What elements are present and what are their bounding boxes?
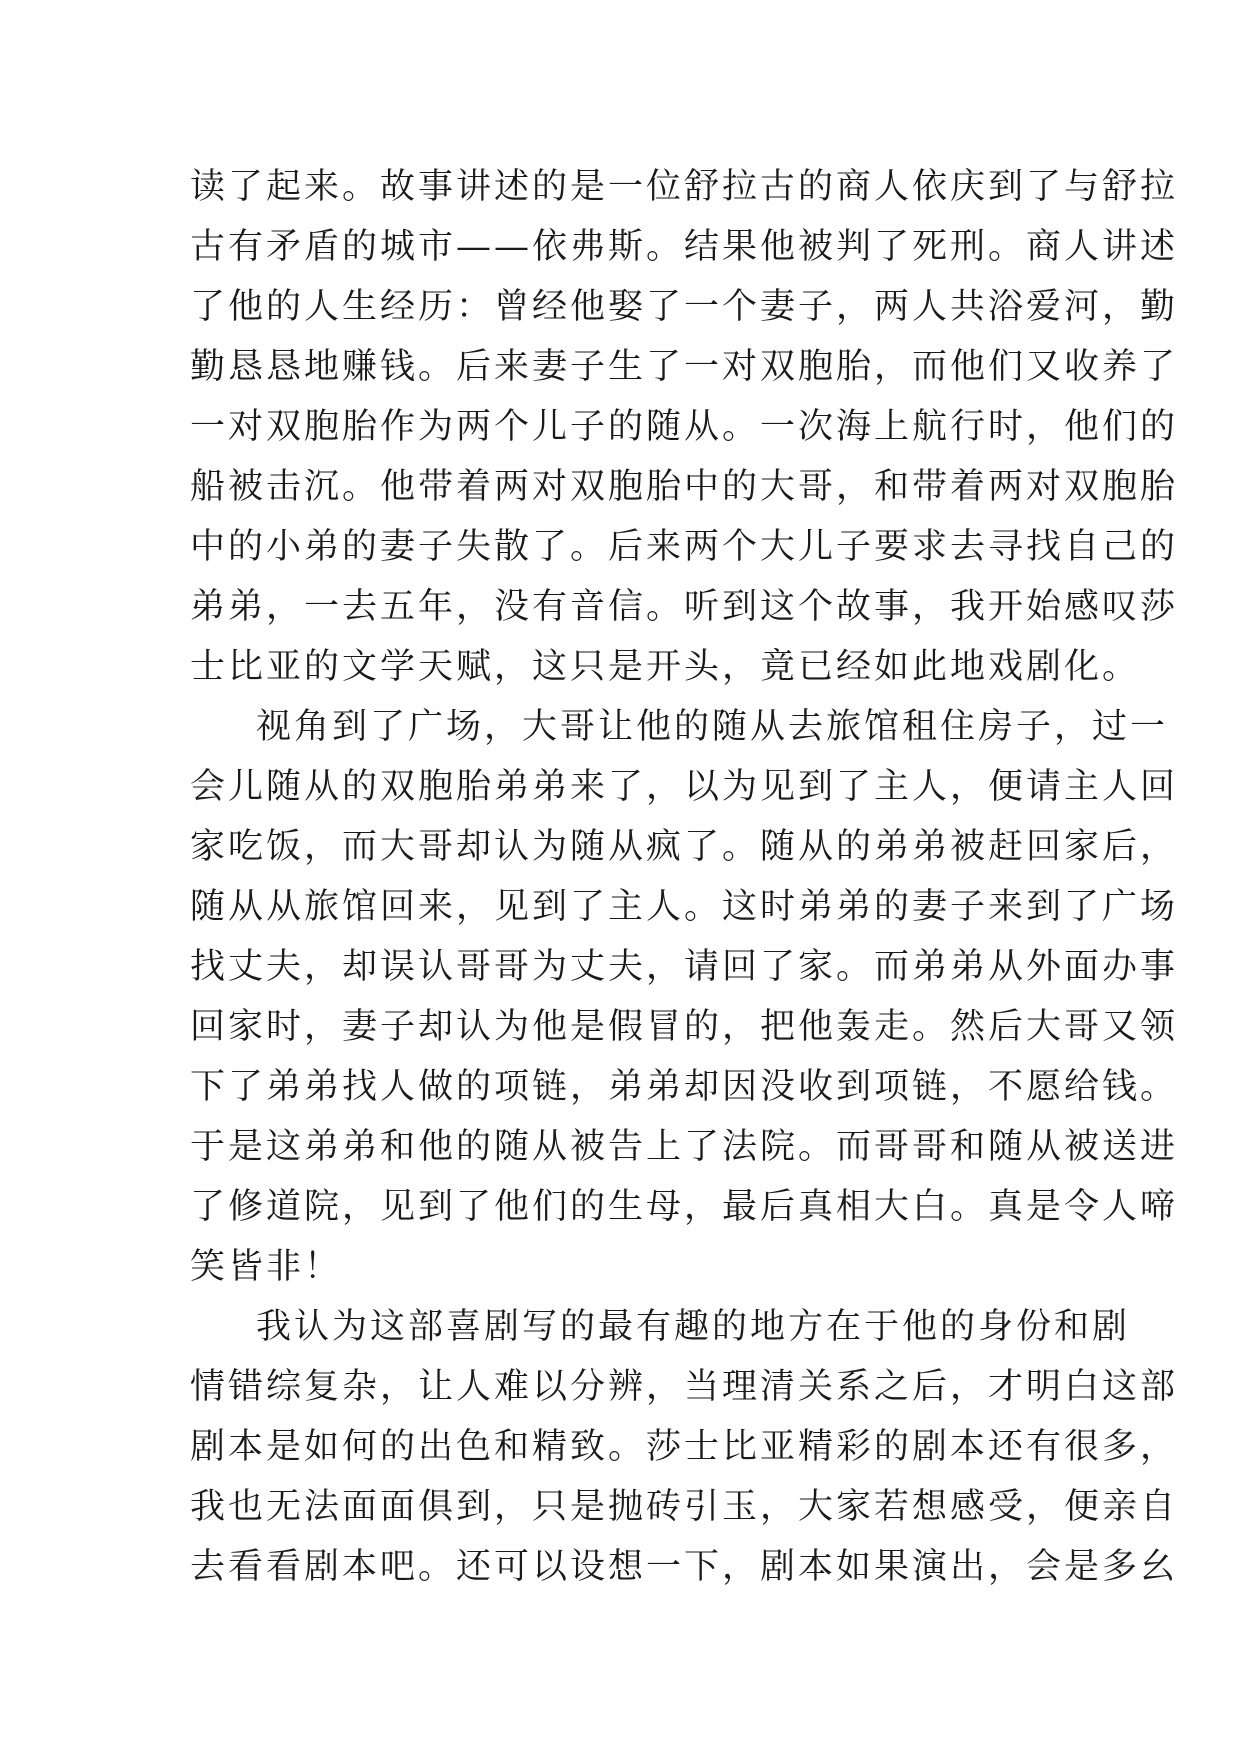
text-line: 我也无法面面俱到，只是抛砖引玉，大家若想感受，便亲自 (190, 1487, 1179, 1527)
text-line: 家吃饭，而大哥却认为随从疯了。随从的弟弟被赶回家后， (190, 827, 1179, 867)
text-line: 一对双胞胎作为两个儿子的随从。一次海上航行时，他们的 (190, 407, 1179, 447)
text-line: 随从从旅馆回来，见到了主人。这时弟弟的妻子来到了广场 (190, 887, 1179, 927)
text-line: 中的小弟的妻子失散了。后来两个大儿子要求去寻找自己的 (190, 527, 1179, 567)
text-line: 情错综复杂，让人难以分辨，当理清关系之后，才明白这部 (190, 1367, 1179, 1407)
text-line: 了修道院，见到了他们的生母，最后真相大白。真是令人啼 (190, 1187, 1179, 1227)
text-line: 下了弟弟找人做的项链，弟弟却因没收到项链，不愿给钱。 (190, 1067, 1179, 1107)
text-line: 于是这弟弟和他的随从被告上了法院。而哥哥和随从被送进 (190, 1127, 1179, 1167)
paragraph-first-line: 我认为这部喜剧写的最有趣的地方在于他的身份和剧 (256, 1307, 1131, 1347)
text-line: 去看看剧本吧。还可以设想一下，剧本如果演出，会是多幺 (190, 1547, 1179, 1587)
text-line: 勤恳恳地赚钱。后来妻子生了一对双胞胎，而他们又收养了 (190, 347, 1179, 387)
text-line: 船被击沉。他带着两对双胞胎中的大哥，和带着两对双胞胎 (190, 467, 1179, 507)
paragraph-first-line: 视角到了广场，大哥让他的随从去旅馆租住房子，过一 (256, 707, 1169, 747)
text-line: 士比亚的文学天赋，这只是开头，竟已经如此地戏剧化。 (190, 647, 1141, 687)
text-line: 读了起来。故事讲述的是一位舒拉古的商人依庆到了与舒拉 (190, 167, 1179, 207)
text-line: 找丈夫，却误认哥哥为丈夫，请回了家。而弟弟从外面办事 (190, 947, 1179, 987)
text-line: 弟弟，一去五年，没有音信。听到这个故事，我开始感叹莎 (190, 587, 1179, 627)
text-line: 笑皆非！ (190, 1247, 343, 1287)
text-line: 回家时，妻子却认为他是假冒的，把他轰走。然后大哥又领 (190, 1007, 1179, 1047)
text-line: 古有矛盾的城市——依弗斯。结果他被判了死刑。商人讲述 (190, 227, 1179, 267)
text-line: 剧本是如何的出色和精致。莎士比亚精彩的剧本还有很多， (190, 1427, 1179, 1467)
text-line: 了他的人生经历：曾经他娶了一个妻子，两人共浴爱河，勤 (190, 287, 1179, 327)
body-text (190, 157, 1179, 1597)
text-line: 会儿随从的双胞胎弟弟来了，以为见到了主人，便请主人回 (190, 767, 1179, 807)
